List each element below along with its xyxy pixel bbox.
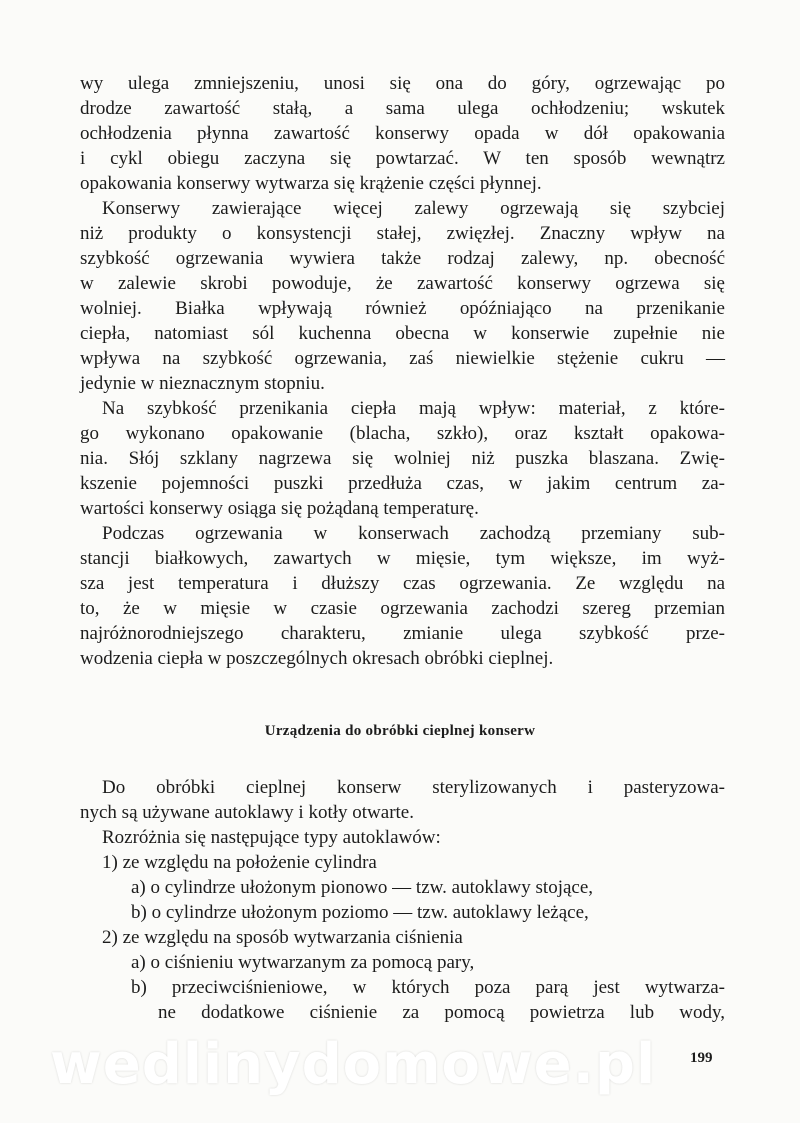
page-number: 199	[690, 1050, 713, 1066]
text-line: szybkość ogrzewania wywiera także rodzaj zalewy, np. obecność	[80, 248, 725, 269]
text-line: jedynie w nieznacznym stopniu.	[80, 373, 325, 394]
text-line: nia. Słój szklany nagrzewa się wolniej niż puszka blaszana. Zwię-	[80, 448, 725, 469]
text-line: kszenie pojemności puszki przedłuża czas, w jakim centrum za-	[80, 473, 725, 494]
text-line: wartości konserwy osiąga się pożądaną temperaturę.	[80, 498, 479, 519]
text-line: go wykonano opakowanie (blacha, szkło), oraz kształt opakowa-	[80, 423, 725, 444]
paragraph-6: Rozróżnia się następujące typy autoklawów:	[102, 827, 441, 848]
text-line: w zalewie skrobi powoduje, że zawartość konserwy ogrzewa się	[80, 273, 725, 294]
watermark: wedlinydomowe.pl	[50, 1032, 657, 1097]
text-line: drodze zawartość stałą, a sama ulega ochłodzeniu; wskutek	[80, 98, 725, 119]
text-line: opakowania konserwy wytwarza się krążenie części płynnej.	[80, 173, 542, 194]
list-item: 2) ze względu na sposób wytwarzania ciśnienia	[102, 927, 463, 948]
text-line: sza jest temperatura i dłuższy czas ogrzewania. Ze względu na	[80, 573, 725, 594]
text-line: niż produkty o konsystencji stałej, zwięzłej. Znaczny wpływ na	[80, 223, 725, 244]
text-line: i cykl obiegu zaczyna się powtarzać. W ten sposób wewnątrz	[80, 148, 725, 169]
list-item: b) o cylindrze ułożonym poziomo — tzw. autoklawy leżące,	[131, 902, 589, 923]
text-line: Na szybkość przenikania ciepła mają wpływ: materiał, z które-	[102, 398, 725, 419]
text-line: to, że w mięsie w czasie ogrzewania zachodzi szereg przemian	[80, 598, 725, 619]
text-line: stancji białkowych, zawartych w mięsie, tym większe, im wyż-	[80, 548, 725, 569]
text-line: wpływa na szybkość ogrzewania, zaś niewielkie stężenie cukru —	[80, 348, 725, 369]
text-line: ochłodzenia płynna zawartość konserwy opada w dół opakowania	[80, 123, 725, 144]
text-line: wy ulega zmniejszeniu, unosi się ona do góry, ogrzewając po	[80, 73, 725, 94]
text-line: wodzenia ciepła w poszczególnych okresach obróbki cieplnej.	[80, 648, 554, 669]
text-line: wolniej. Białka wpływają również opóźniająco na przenikanie	[80, 298, 725, 319]
text-line: ciepła, natomiast sól kuchenna obecna w konserwie zupełnie nie	[80, 323, 725, 344]
list-item: ne dodatkowe ciśnienie za pomocą powietrza lub wody,	[158, 1002, 725, 1023]
list-item: b) przeciwciśnieniowe, w których poza parą jest wytwarza-	[131, 977, 725, 998]
text-line: najróżnorodniejszego charakteru, zmianie ulega szybkość prze-	[80, 623, 725, 644]
section-heading: Urządzenia do obróbki cieplnej konserw	[264, 723, 536, 739]
list-item: 1) ze względu na położenie cylindra	[102, 852, 377, 873]
list-item: a) o cylindrze ułożonym pionowo — tzw. autoklawy stojące,	[131, 877, 594, 898]
text-line: Do obróbki cieplnej konserw sterylizowanych i pasteryzowa-	[102, 777, 725, 798]
text-line: nych są używane autoklawy i kotły otwarte.	[80, 802, 414, 823]
list-item: a) o ciśnieniu wytwarzanym za pomocą pary,	[131, 952, 475, 973]
text-line: Konserwy zawierające więcej zalewy ogrzewają się szybciej	[102, 198, 725, 219]
text-line: Podczas ogrzewania w konserwach zachodzą przemiany sub-	[102, 523, 725, 544]
